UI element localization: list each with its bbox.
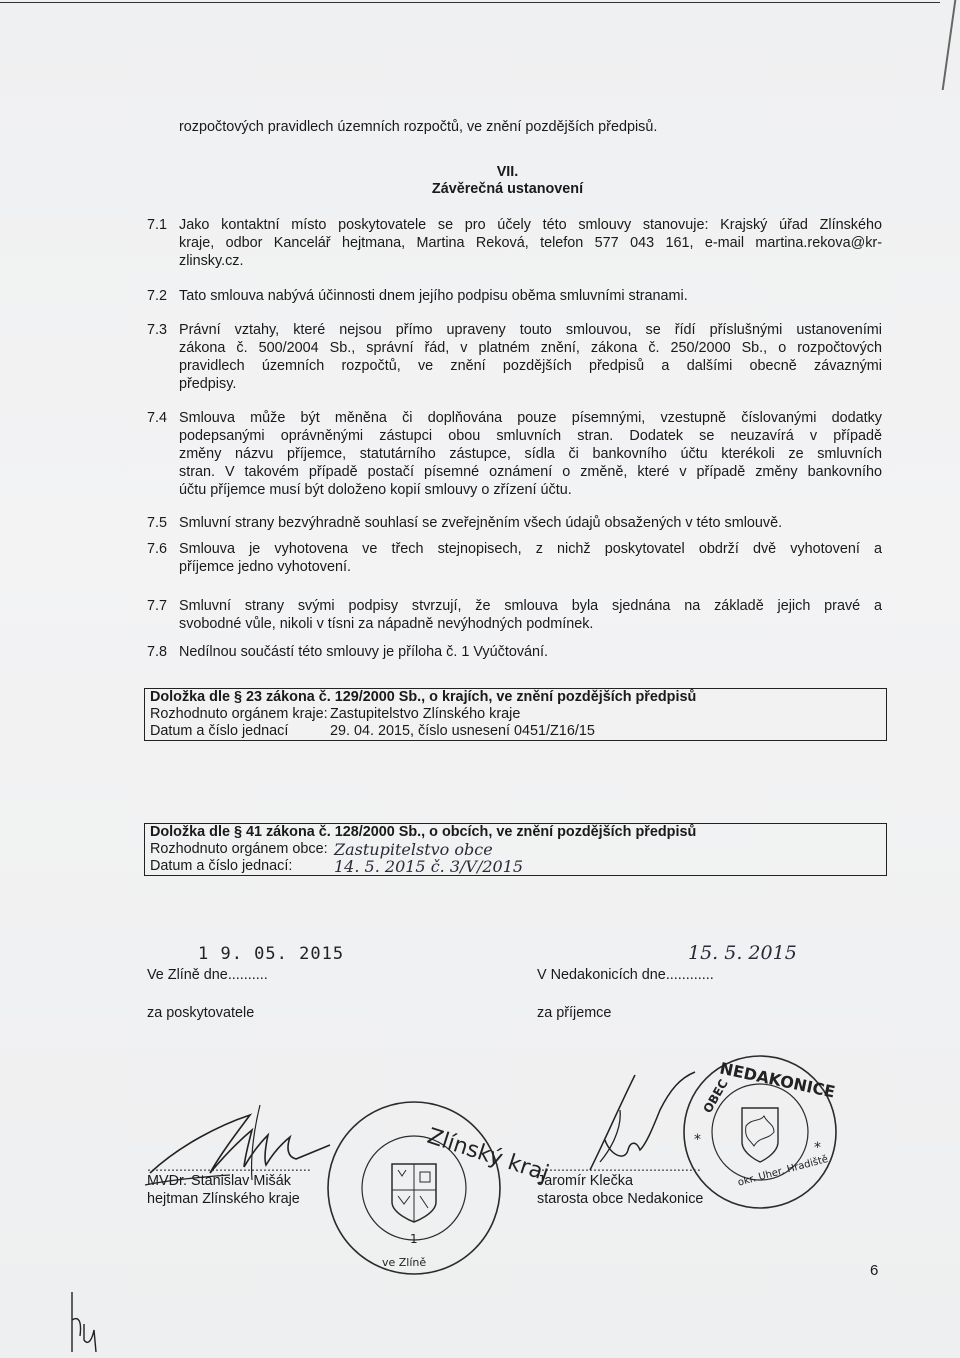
clause-number: 7.6 bbox=[147, 541, 168, 557]
clause-7-1-line-1: Jako kontaktní místo poskytovatele se pro účely této smlouvy stanovuje: Krajský úřad Zlínského bbox=[179, 217, 882, 233]
clause-7-3-line-2: zákona č. 500/2004 Sb., správní řád, v platném znění, zákona č. 250/2000 Sb., o rozpočtových bbox=[179, 340, 882, 356]
left-signatory-name: MVDr. Stanislav Mišák bbox=[147, 1173, 291, 1189]
clause-7-6-line-2: příjemce jedno vyhotovení. bbox=[179, 559, 351, 575]
left-signing-date-stamp: 1 9. 05. 2015 bbox=[198, 944, 345, 964]
box-row-date-reference: Datum a číslo jednací 29. 04. 2015, číslo usnesení 0451/Z16/15 bbox=[150, 723, 595, 739]
clause-7-6-line-1: Smlouva je vyhotovena ve třech stejnopisech, z nichž poskytovatel obdrží dvě vyhotovení a bbox=[179, 541, 882, 557]
svg-text:*: * bbox=[814, 1140, 821, 1156]
box-row-decision-body: Rozhodnuto orgánem obce: Zastupitelstvo obce bbox=[150, 840, 493, 859]
clause-7-1-line-3: zlinsky.cz. bbox=[179, 253, 244, 269]
clause-7-4-line-1: Smlouva může být měněna či doplňována pouze písemnými, vzestupně číslovanými dodatky bbox=[179, 410, 882, 426]
svg-text:*: * bbox=[694, 1132, 701, 1148]
clause-7-3-line-3: pravidlech územních rozpočtů, ve znění pozdějších předpisů a dalšími obecně závaznými bbox=[179, 358, 882, 374]
clause-7-4-line-4: stran. V takovém případě postačí písemné oznámení o změně, které v případě změny bankovního bbox=[179, 464, 882, 480]
right-signatory-role: starosta obce Nedakonice bbox=[537, 1191, 704, 1207]
clause-number: 7.1 bbox=[147, 217, 168, 233]
handwritten-date-reference: 14. 5. 2015 č. 3/V/2015 bbox=[334, 857, 524, 876]
municipality-official-stamp bbox=[680, 1052, 840, 1212]
box-row-decision-body: Rozhodnuto orgánem kraje: Zastupitelstvo Zlínského kraje bbox=[150, 706, 521, 722]
box-title: Doložka dle § 23 zákona č. 129/2000 Sb., o krajích, ve znění pozdějších předpisů bbox=[150, 689, 697, 705]
svg-text:1: 1 bbox=[410, 1232, 418, 1246]
stamp-text-district: okr. Uher. Hradiště bbox=[736, 1153, 830, 1189]
right-signature-dotted-line: ......................................... bbox=[537, 1159, 701, 1175]
stamp-text-obec: OBEC bbox=[700, 1077, 731, 1116]
clause-number: 7.2 bbox=[147, 288, 168, 304]
stamp-text-region: Zlínský kraj bbox=[424, 1123, 552, 1187]
right-signatory-name: Jaromír Klečka bbox=[537, 1173, 633, 1189]
region-clause-box bbox=[144, 688, 887, 741]
section-title: Závěrečná ustanovení bbox=[431, 181, 584, 197]
clause-7-3-line-1: Právní vztahy, které nejsou přímo upraveny touto smlouvou, se řídí příslušnými ustanoveními bbox=[179, 322, 882, 338]
box-row-date-reference: Datum a číslo jednací: 14. 5. 2015 č. 3/V/2015 bbox=[150, 857, 524, 876]
left-signature-dotted-line: ......................................... bbox=[147, 1159, 311, 1175]
region-official-stamp bbox=[322, 1098, 552, 1278]
clause-number: 7.4 bbox=[147, 410, 168, 426]
clause-7-1-line-2: kraje, odbor Kancelář hejtmana, Martina Reková, telefon 577 043 161, e-mail martina.rekova@kr- bbox=[179, 235, 882, 251]
clause-7-4-line-3: změny názvu příjemce, statutárního zástupce, sídla či bankovního účtu kterékoli ze smluvních bbox=[179, 446, 882, 462]
handwritten-decision-body: Zastupitelstvo obce bbox=[334, 840, 493, 859]
municipality-clause-box bbox=[144, 823, 887, 876]
clause-7-7-line-1: Smluvní strany svými podpisy stvrzují, že smlouva byla sjednána na základě jejich pravé a bbox=[179, 598, 882, 614]
left-handwritten-signature bbox=[140, 1085, 340, 1205]
clause-7-2-line-1: Tato smlouva nabývá účinnosti dnem jejího podpisu oběma smluvními stranami. bbox=[179, 288, 688, 304]
clause-number: 7.5 bbox=[147, 515, 168, 531]
stamp-text-city: ve Zlíně bbox=[382, 1256, 427, 1269]
scan-fold-mark bbox=[942, 0, 957, 90]
clause-7-5-line-1: Smluvní strany bezvýhradně souhlasí se zveřejněním všech údajů obsažených v této smlouvě. bbox=[179, 515, 783, 531]
right-signing-place: V Nedakonicích dne............ bbox=[537, 967, 714, 983]
clause-7-8-line-1: Nedílnou součástí této smlouvy je příloha č. 1 Vyúčtování. bbox=[179, 644, 549, 660]
right-party-label: za příjemce bbox=[537, 1005, 612, 1021]
left-party-label: za poskytovatele bbox=[147, 1005, 255, 1021]
page-number: 6 bbox=[870, 1262, 879, 1279]
clause-number: 7.3 bbox=[147, 322, 168, 338]
margin-handwritten-mark bbox=[66, 1290, 106, 1354]
clause-7-4-line-2: podepsanými oprávněnými zástupci obou smluvních stran. Dodatek se neuzavírá v případě bbox=[179, 428, 882, 444]
left-signatory-role: hejtman Zlínského kraje bbox=[147, 1191, 300, 1207]
clause-7-3-line-4: předpisy. bbox=[179, 376, 237, 392]
clause-number: 7.8 bbox=[147, 644, 168, 660]
clause-7-7-line-2: svobodné vůle, nikoli v tísni za nápadně nevýhodných podmínek. bbox=[179, 616, 594, 632]
clause-number: 7.7 bbox=[147, 598, 168, 614]
scan-edge-line bbox=[0, 2, 940, 3]
left-signing-place: Ve Zlíně dne.......... bbox=[147, 967, 268, 983]
continued-text-line: rozpočtových pravidlech územních rozpočtů, ve znění pozdějších předpisů. bbox=[179, 119, 658, 135]
clause-7-4-line-5: účtu příjemce musí být doloženo kopií smlouvy o zřízení účtu. bbox=[179, 482, 572, 498]
section-number: VII. bbox=[496, 164, 519, 180]
stamp-text-municipality: NEDAKONICE bbox=[718, 1058, 837, 1102]
box-title: Doložka dle § 41 zákona č. 128/2000 Sb., o obcích, ve znění pozdějších předpisů bbox=[150, 824, 697, 840]
right-signing-date-handwritten: 15. 5. 2015 bbox=[688, 942, 797, 964]
